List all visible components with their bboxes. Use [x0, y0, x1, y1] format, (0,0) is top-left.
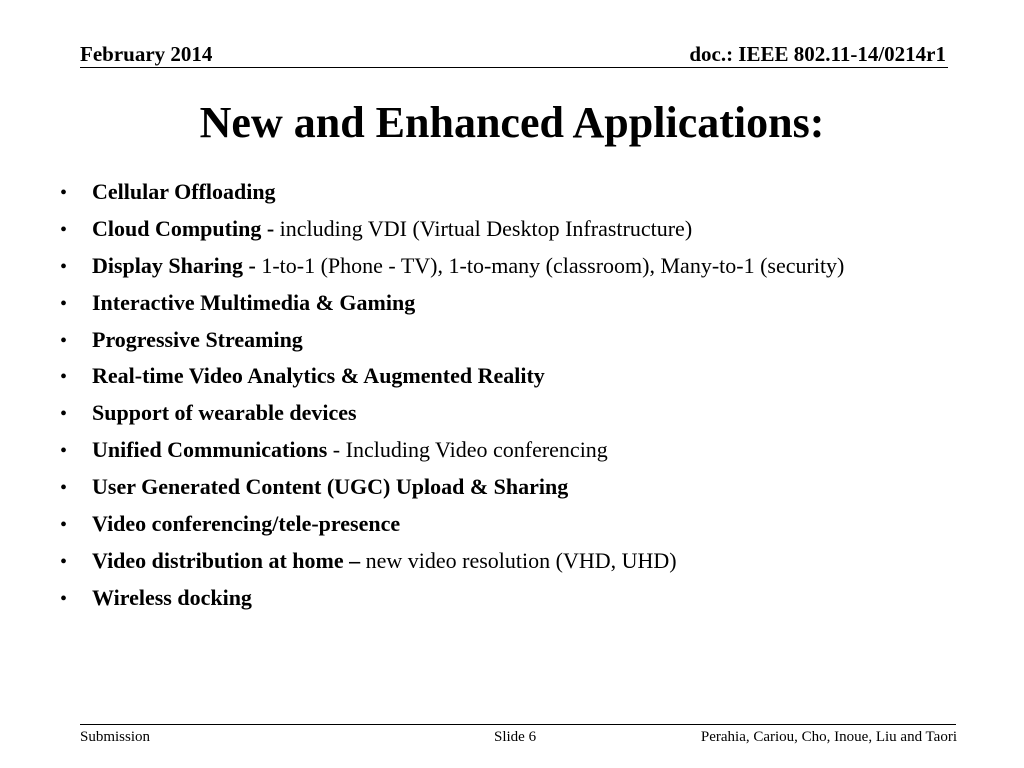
- bullet-text: [92, 469, 568, 505]
- bullet-normal-text: including VDI (Virtual Desktop Infrastructure): [279, 215, 693, 241]
- bullet-item: [56, 248, 986, 285]
- bullet-text: [92, 174, 276, 210]
- bullet-item: [56, 580, 986, 617]
- bullet-bold-text: Progressive Streaming: [92, 326, 303, 352]
- bullet-bold-text: User Generated Content (UGC) Upload & Sharing: [92, 474, 569, 500]
- bullet-dot-icon: •: [60, 587, 68, 610]
- bullet-bold-text: Interactive Multimedia & Gaming: [92, 289, 416, 315]
- footer-slide-number: Slide 6: [494, 729, 537, 745]
- bullet-dot-icon: •: [60, 329, 68, 352]
- bullet-list: [56, 174, 986, 617]
- header-doc-id: doc.: IEEE 802.11-14/0214r1: [689, 42, 946, 66]
- bullet-dot-icon: •: [60, 477, 68, 500]
- bullet-dot-icon: •: [60, 255, 68, 278]
- bullet-item: [56, 506, 986, 543]
- bullet-dot-icon: •: [60, 218, 68, 241]
- bullet-bold-text: Cloud Computing -: [92, 215, 280, 241]
- bullet-text: [92, 211, 692, 247]
- bullet-text: [92, 506, 400, 542]
- bullet-item: [56, 432, 986, 469]
- bullet-item: [56, 285, 986, 322]
- bullet-item: [56, 358, 986, 395]
- bullet-text: [92, 285, 415, 321]
- footer-divider: [80, 724, 956, 725]
- bullet-bold-text: Cellular Offloading: [92, 179, 276, 204]
- bullet-bold-text: Video conferencing/tele-presence: [92, 511, 401, 537]
- bullet-normal-text: 1-to-1 (Phone - TV), 1-to-many (classroom), Many-to-1 (security): [261, 252, 845, 278]
- bullet-dot-icon: •: [60, 403, 68, 426]
- header-divider: [80, 67, 948, 68]
- footer-authors: Perahia, Cariou, Cho, Inoue, Liu and Taori: [700, 729, 957, 745]
- slide-title: New and Enhanced Applications:: [199, 98, 825, 147]
- bullet-bold-text: Support of wearable devices: [92, 400, 357, 426]
- bullet-text: [92, 543, 677, 579]
- bullet-text: [92, 322, 303, 358]
- bullet-dot-icon: •: [60, 182, 68, 204]
- bullet-bold-text: Real-time Video Analytics & Augmented Reality: [92, 363, 545, 389]
- bullet-item: [56, 174, 986, 211]
- footer-submission: Submission: [80, 729, 151, 745]
- bullet-bold-text: Display Sharing -: [92, 252, 262, 278]
- bullet-dot-icon: •: [60, 514, 68, 537]
- bullet-bold-text: Video distribution at home –: [92, 547, 366, 573]
- bullet-text: [92, 432, 608, 468]
- bullet-dot-icon: •: [60, 366, 68, 389]
- header-date: February 2014: [80, 42, 213, 66]
- bullet-text: [92, 395, 357, 431]
- bullet-item: [56, 543, 986, 580]
- bullet-text: [92, 358, 545, 394]
- bullet-dot-icon: •: [60, 550, 68, 573]
- bullet-text: [92, 248, 844, 284]
- bullet-normal-text: new video resolution (VHD, UHD): [365, 547, 677, 573]
- bullet-bold-text: Unified Communications: [92, 437, 328, 463]
- bullet-item: [56, 322, 986, 359]
- bullet-normal-text: - Including Video conferencing: [327, 437, 608, 463]
- bullet-item: [56, 395, 986, 432]
- bullet-dot-icon: •: [60, 292, 68, 315]
- bullet-item: [56, 211, 986, 248]
- bullet-text: [92, 580, 252, 616]
- bullet-dot-icon: •: [60, 440, 68, 463]
- bullet-item: [56, 469, 986, 506]
- bullet-bold-text: Wireless docking: [92, 584, 252, 610]
